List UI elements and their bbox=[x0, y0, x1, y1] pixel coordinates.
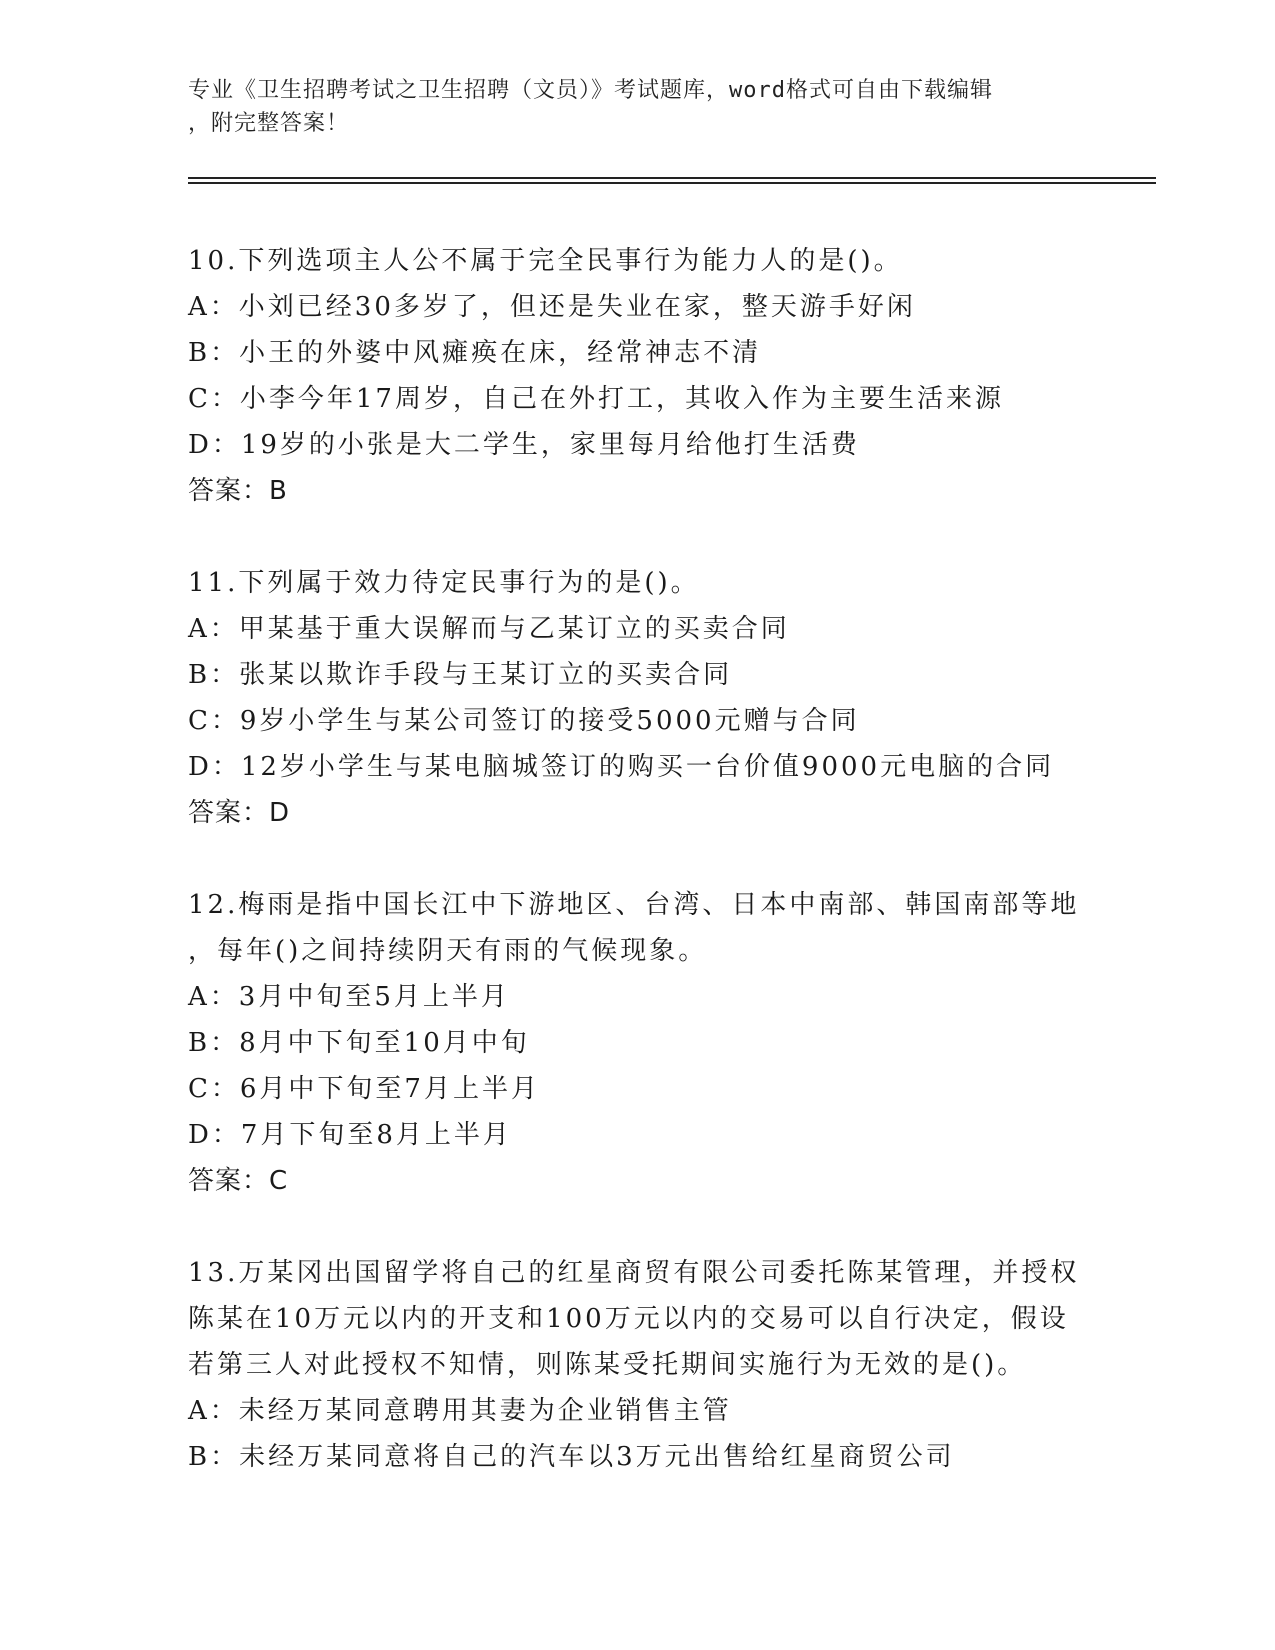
option-b: B：张某以欺诈手段与王某订立的买卖合同 bbox=[188, 660, 733, 690]
option-a: A：小刘已经30多岁了，但还是失业在家，整天游手好闲 bbox=[188, 292, 916, 322]
option-d: D：19岁的小张是大二学生，家里每月给他打生活费 bbox=[188, 430, 860, 460]
option-a: A：未经万某同意聘用其妻为企业销售主管 bbox=[188, 1396, 732, 1426]
question-spacer bbox=[188, 1204, 1088, 1250]
question-block bbox=[188, 882, 1088, 1204]
question-list bbox=[188, 238, 1088, 1480]
answer-line: 答案：D bbox=[188, 798, 291, 828]
option-a: A：3月中旬至5月上半月 bbox=[188, 982, 510, 1012]
header-divider-bottom bbox=[188, 182, 1156, 184]
header-line-2: ，附完整答案！ bbox=[188, 111, 350, 136]
question-block bbox=[188, 560, 1088, 836]
answer-line: 答案：C bbox=[188, 1166, 289, 1196]
option-b: B：未经万某同意将自己的汽车以3万元出售给红星商贸公司 bbox=[188, 1442, 955, 1472]
answer-line: 答案：B bbox=[188, 476, 288, 506]
header-line-1: 专业《卫生招聘考试之卫生招聘（文员）》考试题库，word格式可自由下载编辑 bbox=[188, 78, 993, 103]
option-b: B：8月中下旬至10月中旬 bbox=[188, 1028, 530, 1058]
document-header bbox=[188, 74, 1088, 140]
option-c: C：6月中下旬至7月上半月 bbox=[188, 1074, 540, 1104]
header-divider-top bbox=[188, 177, 1156, 179]
question-stem-continued: ，每年()之间持续阴天有雨的气候现象。 bbox=[188, 936, 708, 966]
question-spacer bbox=[188, 514, 1088, 560]
question-stem-continued: 若第三人对此授权不知情，则陈某受托期间实施行为无效的是()。 bbox=[188, 1350, 1027, 1380]
question-stem: 11.下列属于效力待定民事行为的是()。 bbox=[188, 568, 700, 598]
question-stem: 10.下列选项主人公不属于完全民事行为能力人的是()。 bbox=[188, 246, 903, 276]
option-b: B：小王的外婆中风瘫痪在床，经常神志不清 bbox=[188, 338, 762, 368]
option-a: A：甲某基于重大误解而与乙某订立的买卖合同 bbox=[188, 614, 790, 644]
option-d: D：12岁小学生与某电脑城签订的购买一台价值9000元电脑的合同 bbox=[188, 752, 1055, 782]
question-stem: 13.万某冈出国留学将自己的红星商贸有限公司委托陈某管理，并授权 bbox=[188, 1258, 1080, 1288]
question-spacer bbox=[188, 836, 1088, 882]
option-c: C：小李今年17周岁，自己在外打工，其收入作为主要生活来源 bbox=[188, 384, 1004, 414]
question-stem-continued: 陈某在10万元以内的开支和100万元以内的交易可以自行决定，假设 bbox=[188, 1304, 1069, 1334]
question-block bbox=[188, 1250, 1088, 1480]
option-c: C：9岁小学生与某公司签订的接受5000元赠与合同 bbox=[188, 706, 860, 736]
question-block bbox=[188, 238, 1088, 514]
option-d: D：7月下旬至8月上半月 bbox=[188, 1120, 512, 1150]
question-stem: 12.梅雨是指中国长江中下游地区、台湾、日本中南部、韩国南部等地 bbox=[188, 890, 1080, 920]
